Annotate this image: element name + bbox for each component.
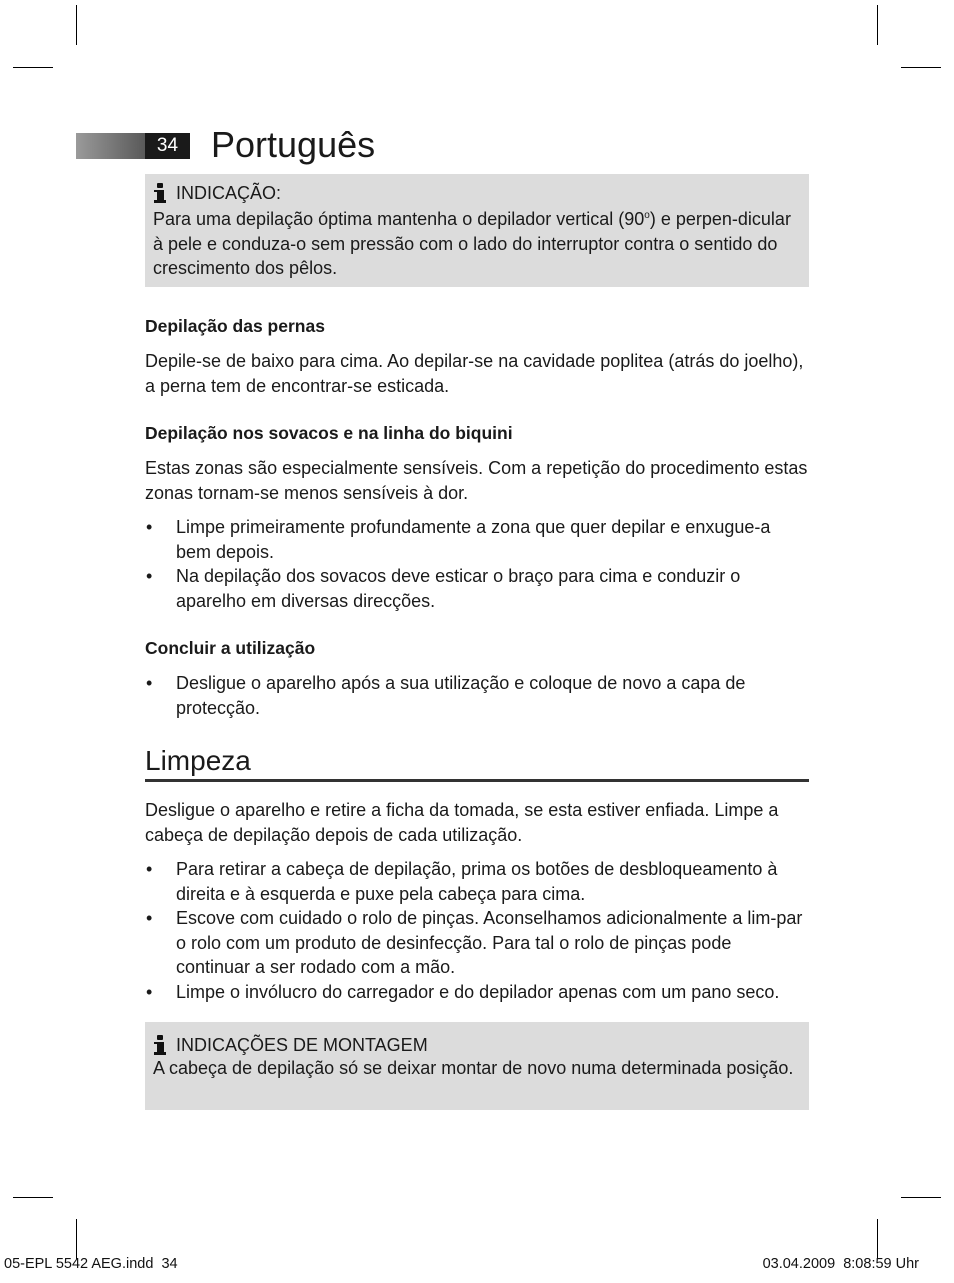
note-heading: INDICAÇÃO: xyxy=(176,183,282,203)
footer-file-info xyxy=(4,1255,178,1273)
crop-mark-bottom-right-h xyxy=(901,1197,941,1198)
note-text-part2: ) e perpen-dicular à pele e conduza-o sem pressão com o lado do interruptor contra o sentido do crescimento dos pêlos. xyxy=(153,209,791,278)
page-number: 34 xyxy=(145,133,190,159)
paragraph-cleaning: Desligue o aparelho e retire a ficha da tomada, se esta estiver enfiada. Limpe a cabeça de depilação depois de cada utilização. xyxy=(145,800,779,845)
section-divider xyxy=(145,779,809,782)
list-item-text: Para retirar a cabeça de depilação, prima os botões de desbloqueamento à direita e à esquerda e puxe pela cabeça para cima. xyxy=(176,859,778,904)
note-text-part1: Para uma depilação óptima mantenha o depilador vertical (90 xyxy=(153,209,645,229)
note-text: A cabeça de depilação só se deixar montar de novo numa determinada posição. xyxy=(153,1058,794,1078)
note-box-indication xyxy=(145,174,809,287)
footer-page: 34 xyxy=(161,1256,178,1272)
bullet-icon: • xyxy=(146,673,153,693)
crop-mark-top-left-h xyxy=(13,67,53,68)
note-heading: INDICAÇÕES DE MONTAGEM xyxy=(176,1035,428,1055)
bullet-list-cleaning xyxy=(145,857,810,1004)
list-item xyxy=(145,515,810,564)
footer-filename: 05-EPL 5542 AEG.indd xyxy=(4,1256,154,1272)
bullet-icon: • xyxy=(146,908,153,928)
note-text xyxy=(153,204,801,281)
info-icon xyxy=(153,182,167,204)
footer-timestamp xyxy=(763,1255,919,1273)
crop-mark-bottom-left-v xyxy=(76,1219,77,1259)
page-title: Português xyxy=(211,124,376,165)
bullet-icon: • xyxy=(146,981,153,1002)
crop-mark-top-right-h xyxy=(901,67,941,68)
section-title-cleaning: Limpeza xyxy=(145,745,251,776)
paragraph-legs: Depile-se de baixo para cima. Ao depilar-se na cavidade poplitea (atrás do joelho), a perna tem de encontrar-se esticada. xyxy=(145,351,804,396)
subhead-legs: Depilação das pernas xyxy=(145,316,325,336)
note-heading-row xyxy=(153,1034,801,1056)
list-item xyxy=(145,980,810,1005)
crop-mark-top-left-v xyxy=(76,5,77,45)
list-item xyxy=(145,857,810,906)
list-item xyxy=(145,671,810,720)
bullet-list-armpits xyxy=(145,515,810,613)
list-item-text: Limpe o invólucro do carregador e do depilador apenas com um pano seco. xyxy=(176,981,780,1002)
crop-mark-top-right-v xyxy=(877,5,878,45)
bullet-icon: • xyxy=(146,566,153,586)
bullet-list-finish xyxy=(145,671,810,720)
list-item xyxy=(145,906,810,980)
footer-time: 8:08:59 Uhr xyxy=(843,1256,919,1272)
crop-mark-bottom-right-v xyxy=(877,1219,878,1259)
list-item-text: Limpe primeiramente profundamente a zona que quer depilar e enxugue-a bem depois. xyxy=(176,517,771,562)
note-heading-row xyxy=(153,182,801,204)
list-item-text: Escove com cuidado o rolo de pinças. Aconselhamos adicionalmente a lim-par o rolo com um produto de desinfecção. Para tal o rolo de pinças pode continuar a ser rodado com a mão. xyxy=(176,908,803,977)
info-icon xyxy=(153,1034,167,1056)
subhead-armpits: Depilação nos sovacos e na linha do biquini xyxy=(145,423,513,443)
note-box-assembly xyxy=(145,1022,809,1110)
bullet-icon: • xyxy=(146,859,153,879)
crop-mark-bottom-left-h xyxy=(13,1197,53,1198)
bullet-icon: • xyxy=(146,517,153,537)
footer-date: 03.04.2009 xyxy=(762,1256,836,1272)
degree-mark: o xyxy=(644,210,650,221)
list-item-text: Desligue o aparelho após a sua utilização e coloque de novo a capa de protecção. xyxy=(176,673,746,718)
subhead-finish: Concluir a utilização xyxy=(145,638,316,658)
paragraph-armpits: Estas zonas são especialmente sensíveis. Com a repetição do procedimento estas zonas tornam-se menos sensíveis à dor. xyxy=(145,458,808,503)
list-item xyxy=(145,564,810,613)
list-item-text: Na depilação dos sovacos deve esticar o braço para cima e conduzir o aparelho em diversas direcções. xyxy=(176,566,741,611)
